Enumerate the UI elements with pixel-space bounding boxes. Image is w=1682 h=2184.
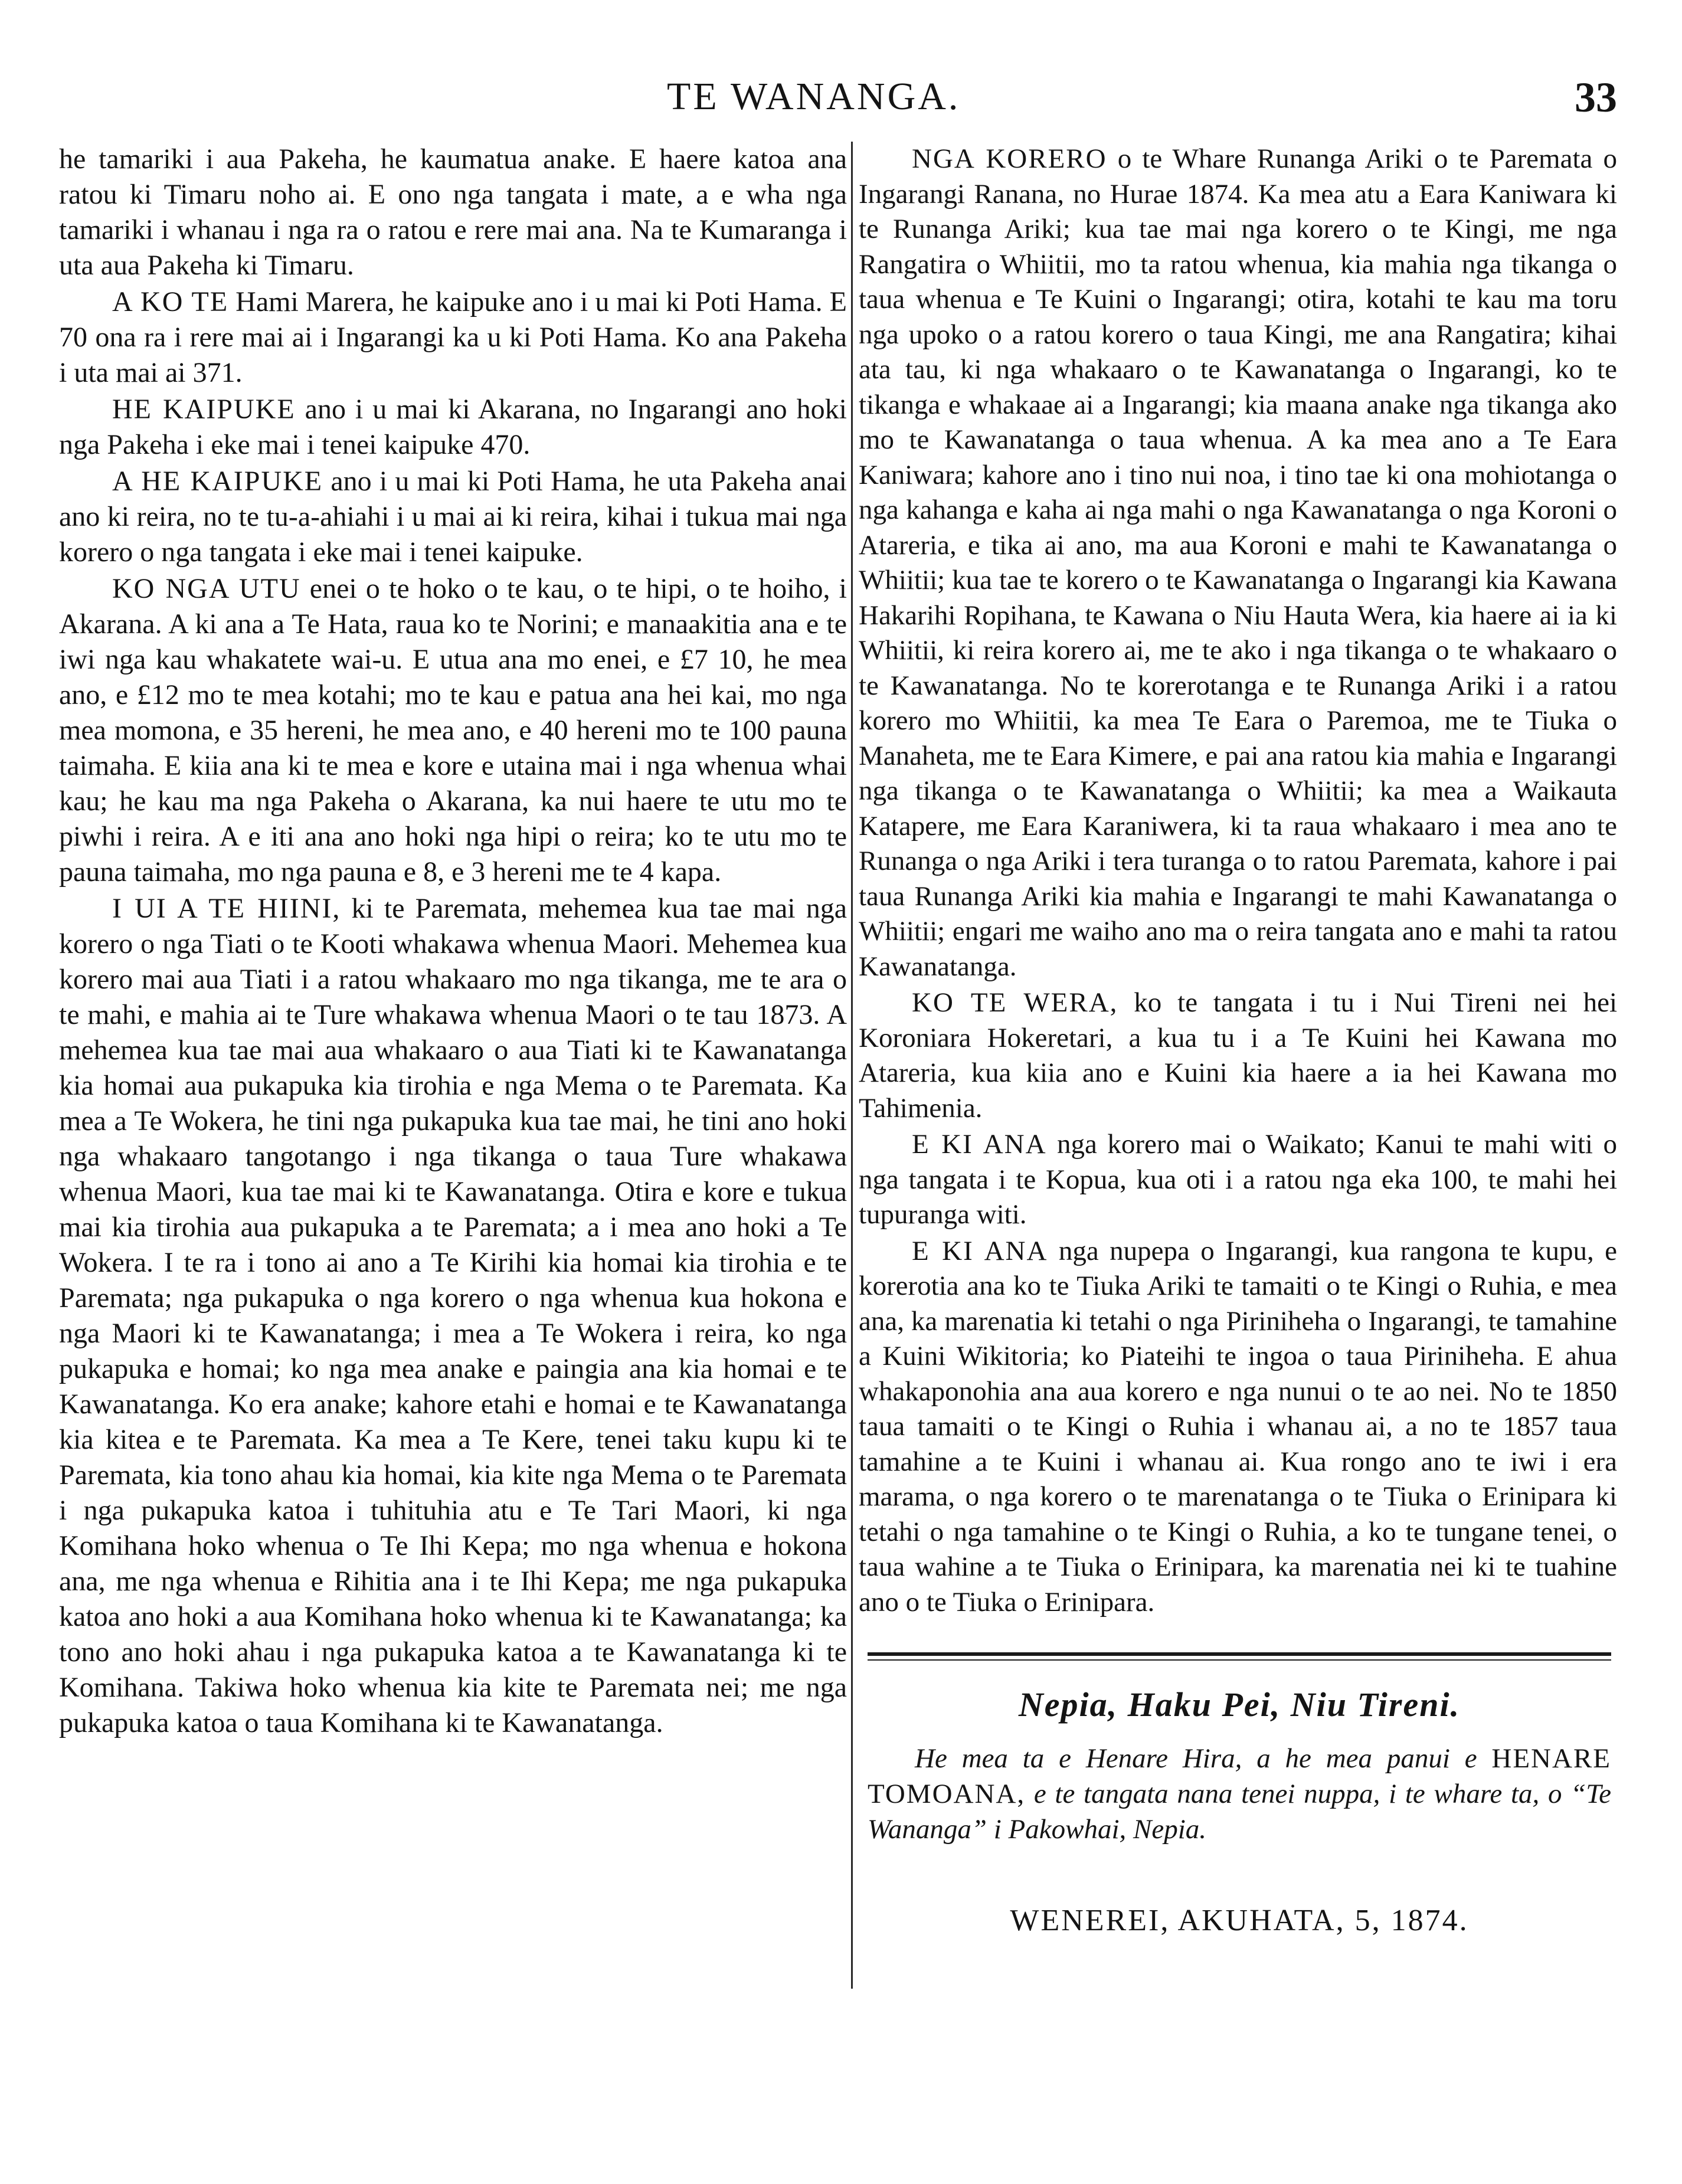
paragraph-lead: E KI ANA — [912, 1129, 1047, 1160]
printer-name: HENARE TOMOANA, — [868, 1743, 1611, 1809]
paragraph-lead: A KO TE — [112, 286, 229, 317]
masthead-title: TE WANANGA. — [667, 75, 961, 118]
right-column — [859, 142, 1617, 1621]
page-number: 33 — [1575, 74, 1617, 121]
paragraph-lead: KO TE WERA, — [912, 987, 1118, 1018]
imprint-rule — [868, 1652, 1611, 1661]
article-paragraph: HE KAIPUKE ano i u mai ki Akarana, no Ingarangi ano hoki nga Pakeha i eke mai i tenei kaipuke 470. — [59, 394, 847, 460]
article-paragraph: E KI ANA nga nupepa o Ingarangi, kua rangona te kupu, e korerotia ana ko te Tiuka Ariki te tamaiti o te Kingi o Ruhia, e mea ana, ka marenatia ki tetahi o nga Piriniheha o Ingarangi, te tamahine a Kuini Wikitoria; ko Piateihi te ingoa o taua Piriniheha. E ahua whakaponohia ana aua korero e nga nunui o te ao nei. No te 1850 taua tamaiti o te Kingi o Ruhia i whanau ai, a no te 1857 taua tamahine a te Kuini i whanau ai. Kua rongo ano te iwi i era marama, o nga korero o te marenatanga o te Tiuka o Erinipara ki tetahi o nga tamahine o te Kingi o Ruhia, a ko te tungane tenei, o taua wahine a te Tiuka o Erinipara, ka marenatia nei ki te tuahine ano o te Tiuka o Erinipara. — [859, 1235, 1617, 1617]
article-paragraph: A KO TE Hami Marera, he kaipuke ano i u mai ki Poti Hama. E 70 ona ra i rere mai ai i Ingarangi ka u ki Poti Hama. Ko ana Pakeha i uta mai ai 371. — [59, 286, 847, 388]
paragraph-lead: I UI A TE HIINI, — [112, 893, 341, 924]
column-divider — [851, 142, 853, 1989]
paragraph-lead: HE KAIPUKE — [112, 394, 296, 425]
publication-date: WENEREI, AKUHATA, 5, 1874. — [1010, 1904, 1469, 1937]
paragraph-lead: A HE KAIPUKE — [112, 466, 323, 497]
article-paragraph: KO TE WERA, ko te tangata i tu i Nui Tireni nei hei Koroniara Hokeretari, a kua tu i a Te Kuini hei Kawana mo Atareria, kua kiia ano e Kuini kia haere a ia hei Kawana mo Tahimenia. — [859, 987, 1617, 1124]
running-head — [0, 70, 1682, 123]
paragraph-lead: NGA KORERO — [912, 143, 1107, 174]
article-paragraph: he tamariki i aua Pakeha, he kaumatua anake. E haere katoa ana ratou ki Timaru noho ai. E ono nga tangata i mate, a e wha nga tamariki i whanau i nga ra o ratou e rere mai ana. Na te Kumaranga i uta aua Pakeha ki Timaru. — [59, 143, 847, 281]
paragraph-lead: E KI ANA — [912, 1235, 1048, 1266]
article-paragraph: A HE KAIPUKE ano i u mai ki Poti Hama, he uta Pakeha anai ano ki reira, no te tu-a-ahiahi i u mai ai ki reira, kihai i tukua mai nga korero o nga tangata i eke mai i tenei kaipuke. — [59, 466, 847, 568]
left-column — [59, 142, 847, 1742]
imprint-text: He mea ta e Henare Hira, a he mea panui e HENARE TOMOANA, e te tangata nana tenei nuppa, i te whare ta, o “Te Wananga” i Pakowhai, Nepia. — [868, 1743, 1611, 1845]
article-paragraph: NGA KORERO o te Whare Runanga Ariki o te Paremata o Ingarangi Ranana, no Hurae 1874. Ka mea atu a Eara Kaniwara ki te Runanga Ariki; kua tae mai nga korero o te Kingi, me nga Rangatira o Whiitii, mo ta ratou whenua, kia mahia nga tikanga o taua whenua e Te Kuini o Ingarangi; otira, kotahi te kau ma toru nga upoko o a ratou korero o taua Kingi, me ana Rangatira; kihai ata tau, ki nga whakaaro o te Kawanatanga o Ingarangi, ko te tikanga e whakaae ai a Ingarangi; kia maana anake nga tikanga ako mo te Kawanatanga o taua whenua. A ka mea ano a Te Eara Kaniwara; kahore ano i tino nui noa, i tino tae ki ona mohiotanga o nga kahanga e kaha ai nga mahi o nga Kawanatanga o nga Koroni o Atareria, e tika ai ano, ma aua Koroni e mahi te Kawanatanga o Whiitii; kua tae te korero o te Kawanatanga o Ingarangi kia Kawana Hakarihi Ropihana, te Kawana o Niu Hauta Wera, kia haere ai ia ki Whiitii, ki reira korero ai, me te ako i nga tikanga o te whakaaro o te Kawanatanga. No te korerotanga e te Runanga Ariki i a ratou korero mo Whiitii, ka mea Te Eara o Paremoa, me te Tiuka o Manaheta, me te Eara Kimere, e pai ana ratou kia mahia e Ingarangi nga tikanga o te Kawanatanga o Whiitii; ka mea a Waikauta Katapere, me Eara Karaniwera, ki ta raua whakaaro i mea ano te Runanga o nga Ariki i tera turanga o to ratou Paremata, kahore i pai taua Runanga Ariki kia mahia e Ingarangi te mahi Kawanatanga o Whiitii; engari me waiho ano ma o reira tangata ano e mahi ta ratou Kawanatanga. — [859, 143, 1617, 982]
paragraph-lead: KO NGA UTU — [112, 573, 301, 604]
article-paragraph: KO NGA UTU enei o te hoko o te kau, o te hipi, o te hoiho, i Akarana. A ki ana a Te Hata, raua ko te Norini; e manaakitia ana e te iwi nga kau whakatete wai-u. E utua ana mo enei, e £7 10, he mea ano, e £12 mo te mea kotahi; mo te kau e patua ana hei kai, mo nga mea momona, e 35 hereni, he mea ano, e 40 hereni mo te 100 pauna taimaha. E kiia ana ki te mea e kore e utaina mai i nga whenua whai kau; he kau ma nga Pakeha o Akarana, ka nui haere te utu mo te piwhi i reira. A e iti ana ano hoki nga hipi o reira; ko te utu mo te pauna taimaha, mo nga pauna e 8, e 3 hereni me te 4 kapa. — [59, 573, 847, 888]
imprint-title: Nepia, Haku Pei, Niu Tireni. — [1018, 1685, 1461, 1724]
article-paragraph: I UI A TE HIINI, ki te Paremata, mehemea kua tae mai nga korero o nga Tiati o te Kooti whakawa whenua Maori. Mehemea kua korero mai aua Tiati i a ratou whakaaro mo nga tikanga, me te ara o te mahi, e mahia ai te Ture whakawa whenua Maori o te tau 1873. A mehemea kua tae mai aua whakaaro o aua Tiati ki te Kawanatanga kia homai aua pukapuka kia tirohia e nga Mema o te Paremata. Ka mea a Te Wokera, he tini nga pukapuka kua tae mai, he tini ano hoki nga whakaaro tangotango i nga tikanga o taua Ture whakawa whenua Maori, kua tae mai ki te Kawanatanga. Otira e kore e tukua mai kia tirohia aua pukapuka a te Paremata; a i mea ano hoki a Te Wokera. I te ra i tono ai ano a Te Kirihi kia homai kia tirohia e te Paremata; nga pukapuka o nga korero o nga whenua kua hokona e nga Maori ki te Kawanatanga; i mea a Te Wokera i reira, ko nga pukapuka e homai; ko nga mea anake e paingia ana kia homai e te Kawanatanga. Ko era anake; kahore etahi e homai e te Kawanatanga kia kitea e te Paremata. Ka mea a Te Kere, tenei taku kupu ki te Paremata, kia tono ahau kia homai, kia kite nga Mema o te Paremata i nga pukapuka katoa i tuhituhia atu e Te Tari Maori, ki nga Komihana hoko whenua o Te Ihi Kepa; mo nga whenua e hokona ana, me nga whenua e Rihitia ana i te Ihi Kepa; me nga pukapuka katoa ano hoki a aua Komihana hoko whenua ki te Kawanatanga; ka tono ano hoki ahau i nga pukapuka katoa a te Kawanatanga ki te Komihana. Takiwa hoko whenua kia kite te Paremata nei; me nga pukapuka katoa o taua Komihana ki te Kawanatanga. — [59, 893, 847, 1738]
article-paragraph: E KI ANA nga korero mai o Waikato; Kanui te mahi witi o nga tangata i te Kopua, kua oti i a ratou nga eka 100, te mahi hei tupuranga witi. — [859, 1129, 1617, 1230]
